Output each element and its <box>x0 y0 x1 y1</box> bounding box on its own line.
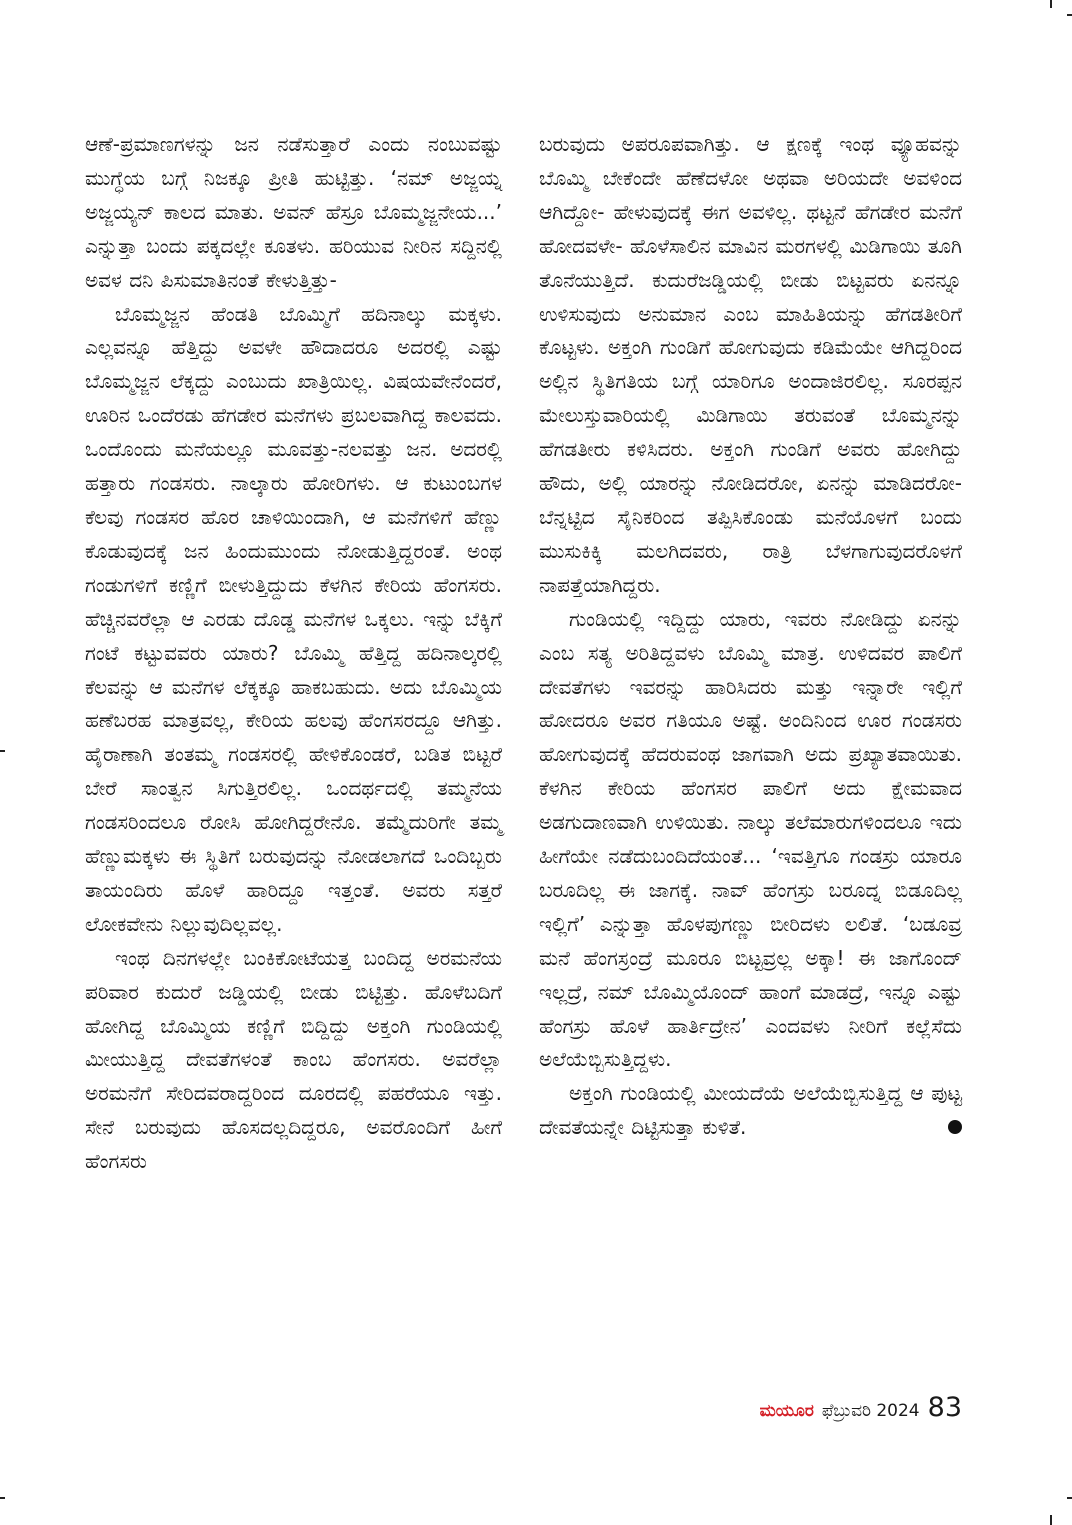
paragraph-final <box>539 1077 962 1145</box>
crop-mark-left-middle <box>0 750 5 752</box>
crop-mark-bottom-center <box>1050 1515 1052 1525</box>
crop-mark-top-left <box>1067 14 1072 16</box>
end-mark-icon <box>948 1120 962 1134</box>
crop-mark-bottom-left <box>0 1497 5 1499</box>
crop-mark-bottom-right <box>1067 1497 1072 1499</box>
paragraph: ಇಂಥ ದಿನಗಳಲ್ಲೇ ಬಂಕಿಕೋಟೆಯತ್ತ ಬಂದಿದ್ದ ಅರಮನೆಯ ಪರಿವಾರ ಕುದುರೆ ಜಡ್ಡಿಯಲ್ಲಿ ಬೀಡು ಬಿಟ್ಟಿತ್ತು. ಹೊಳೆಬದಿಗೆ ಹೋಗಿದ್ದ ಬೊಮ್ಮಿಯ ಕಣ್ಣಿಗೆ ಬಿದ್ದಿದ್ದು ಅಕ್ತಂಗಿ ಗುಂಡಿಯಲ್ಲಿ ಮೀಯುತ್ತಿದ್ದ ದೇವತೆಗಳಂತೆ ಕಾಂಬ ಹೆಂಗಸರು. ಅವರೆಲ್ಲಾ ಅರಮನೆಗೆ ಸೇರಿದವರಾದ್ದರಿಂದ ದೂರದಲ್ಲಿ ಪಹರೆಯೂ ಇತ್ತು. ಸೇನೆ ಬರುವುದು ಹೊಸದಲ್ಲದಿದ್ದರೂ, ಅವರೊಂದಿಗೆ ಹೀಗೆ ಹೆಂಗಸರು <box>85 945 502 1174</box>
paragraph-text: ಅಕ್ತಂಗಿ ಗುಂಡಿಯಲ್ಲಿ ಮೀಯದೆಯೆ ಅಲೆಯೆಬ್ಬಿಸುತ್ತಿದ್ದ ಆ ಪುಟ್ಟ ದೇವತೆಯನ್ನೇ ದಿಟ್ಟಿಸುತ್ತಾ ಕುಳಿತೆ. <box>539 1081 962 1140</box>
article-column-right <box>539 128 962 1145</box>
page-number: 83 <box>927 1392 962 1423</box>
page-footer <box>760 1392 962 1423</box>
paragraph: ಆಣೆ-ಪ್ರಮಾಣಗಳನ್ನು ಜನ ನಡೆಸುತ್ತಾರೆ ಎಂದು ನಂಬುವಷ್ಟು ಮುಗ್ಧೆಯ ಬಗ್ಗೆ ನಿಜಕ್ಕೂ ಪ್ರೀತಿ ಹುಟ್ಟಿತ್ತು. ‘ನಮ್ ಅಜ್ಜಯ್ನ ಅಜ್ಜಯ್ಯನ್ ಕಾಲದ ಮಾತು. ಅವನ್ ಹೆಸ್ರೂ ಬೊಮ್ಮಜ್ಜನೇಯ...’ ಎನ್ನುತ್ತಾ ಬಂದು ಪಕ್ಕದಲ್ಲೇ ಕೂತಳು. ಹರಿಯುವ ನೀರಿನ ಸದ್ದಿನಲ್ಲಿ ಅವಳ ದನಿ ಪಿಸುಮಾತಿನಂತೆ ಕೇಳುತ್ತಿತ್ತು- <box>85 132 502 292</box>
paragraph: ಬೊಮ್ಮಜ್ಜನ ಹೆಂಡತಿ ಬೊಮ್ಮಿಗೆ ಹದಿನಾಲ್ಕು ಮಕ್ಕಳು. ಎಲ್ಲವನ್ನೂ ಹೆತ್ತಿದ್ದು ಅವಳೇ ಹೌದಾದರೂ ಅದರಲ್ಲಿ ಎಷ್ಟು ಬೊಮ್ಮಜ್ಜನ ಲೆಕ್ಕದ್ದು ಎಂಬುದು ಖಾತ್ರಿಯಿಲ್ಲ. ವಿಷಯವೇನೆಂದರೆ, ಊರಿನ ಒಂದೆರಡು ಹೆಗಡೇರ ಮನೆಗಳು ಪ್ರಬಲವಾಗಿದ್ದ ಕಾಲವದು. ಒಂದೊಂದು ಮನೆಯಲ್ಲೂ ಮೂವತ್ತು-ನಲವತ್ತು ಜನ. ಅದರಲ್ಲಿ ಹತ್ತಾರು ಗಂಡಸರು. ನಾಲ್ಕಾರು ಹೋರಿಗಳು. ಆ ಕುಟುಂಬಗಳ ಕೆಲವು ಗಂಡಸರ ಹೊರ ಚಾಳಿಯಿಂದಾಗಿ, ಆ ಮನೆಗಳಿಗೆ ಹೆಣ್ಣು ಕೊಡುವುದಕ್ಕೆ ಜನ ಹಿಂದುಮುಂದು ನೋಡುತ್ತಿದ್ದರಂತೆ. ಅಂಥ ಗಂಡುಗಳಿಗೆ ಕಣ್ಣಿಗೆ ಬೀಳುತ್ತಿದ್ದುದು ಕೆಳಗಿನ ಕೇರಿಯ ಹೆಂಗಸರು. ಹೆಚ್ಚಿನವರೆಲ್ಲಾ ಆ ಎರಡು ದೊಡ್ಡ ಮನೆಗಳ ಒಕ್ಕಲು. ಇನ್ನು ಬೆಕ್ಕಿಗೆ ಗಂಟೆ ಕಟ್ಟುವವರು ಯಾರು? ಬೊಮ್ಮಿ ಹೆತ್ತಿದ್ದ ಹದಿನಾಲ್ಕರಲ್ಲಿ ಕೆಲವನ್ನು ಆ ಮನೆಗಳ ಲೆಕ್ಕಕ್ಕೂ ಹಾಕಬಹುದು. ಅದು ಬೊಮ್ಮಿಯ ಹಣೆಬರಹ ಮಾತ್ರವಲ್ಲ, ಕೇರಿಯ ಹಲವು ಹೆಂಗಸರದ್ದೂ ಆಗಿತ್ತು. ಹೈರಾಣಾಗಿ ತಂತಮ್ಮ ಗಂಡಸರಲ್ಲಿ ಹೇಳಿಕೊಂಡರೆ, ಬಡಿತ ಬಿಟ್ಟರೆ ಬೇರೆ ಸಾಂತ್ವನ ಸಿಗುತ್ತಿರಲಿಲ್ಲ. ಒಂದರ್ಥದಲ್ಲಿ ತಮ್ಮನೆಯ ಗಂಡಸರಿಂದಲೂ ರೋಸಿ ಹೋಗಿದ್ದರೇನೊ. ತಮ್ಮೆದುರಿಗೇ ತಮ್ಮ ಹೆಣ್ಣುಮಕ್ಕಳು ಈ ಸ್ಥಿತಿಗೆ ಬರುವುದನ್ನು ನೋಡಲಾಗದೆ ಒಂದಿಬ್ಬರು ತಾಯಂದಿರು ಹೊಳೆ ಹಾರಿದ್ದೂ ಇತ್ತಂತೆ. ಅವರು ಸತ್ತರೆ ಲೋಕವೇನು ನಿಲ್ಲುವುದಿಲ್ಲವಲ್ಲ. <box>85 301 502 936</box>
crop-mark-top-right <box>1050 0 1052 8</box>
paragraph: ಗುಂಡಿಯಲ್ಲಿ ಇದ್ದಿದ್ದು ಯಾರು, ಇವರು ನೋಡಿದ್ದು ಏನನ್ನು ಎಂಬ ಸತ್ಯ ಅರಿತಿದ್ದವಳು ಬೊಮ್ಮಿ ಮಾತ್ರ. ಉಳಿದವರ ಪಾಲಿಗೆ ದೇವತೆಗಳು ಇವರನ್ನು ಹಾರಿಸಿದರು ಮತ್ತು ಇನ್ನಾರೇ ಇಲ್ಲಿಗೆ ಹೋದರೂ ಅವರ ಗತಿಯೂ ಅಷ್ಟೆ. ಅಂದಿನಿಂದ ಊರ ಗಂಡಸರು ಹೋಗುವುದಕ್ಕೆ ಹೆದರುವಂಥ ಜಾಗವಾಗಿ ಅದು ಪ್ರಖ್ಯಾತವಾಯಿತು. ಕೆಳಗಿನ ಕೇರಿಯ ಹೆಂಗಸರ ಪಾಲಿಗೆ ಅದು ಕ್ಷೇಮವಾದ ಅಡಗುದಾಣವಾಗಿ ಉಳಿಯಿತು. ನಾಲ್ಕು ತಲೆಮಾರುಗಳಿಂದಲೂ ಇದು ಹೀಗೆಯೇ ನಡೆದುಬಂದಿದೆಯಂತೆ... ‘ಇವತ್ತಿಗೂ ಗಂಡಸ್ರು ಯಾರೂ ಬರೂದಿಲ್ಲ ಈ ಜಾಗಕ್ಕೆ. ನಾವ್ ಹೆಂಗಸ್ರು ಬರೂದ್ನ ಬಿಡೂದಿಲ್ಲ ಇಲ್ಲಿಗೆ’ ಎನ್ನುತ್ತಾ ಹೊಳಪುಗಣ್ಣು ಬೀರಿದಳು ಲಲಿತೆ. ‘ಬಡೂವ್ರ ಮನೆ ಹೆಂಗಸ್ರಂದ್ರೆ ಮೂರೂ ಬಿಟ್ಟವ್ರಲ್ಲ ಅಕ್ಕಾ! ಈ ಜಾಗೊಂದ್ ಇಲ್ಲದ್ರೆ, ನಮ್ ಬೊಮ್ಮಿಯೊಂದ್ ಹಾಂಗೆ ಮಾಡದ್ರೆ, ಇನ್ನೂ ಎಷ್ಟು ಹೆಂಗಸ್ರು ಹೊಳೆ ಹಾರ್ತಿದ್ರೇನ’ ಎಂದವಳು ನೀರಿಗೆ ಕಲ್ಲೆಸೆದು ಅಲೆಯೆಬ್ಬಿಸುತ್ತಿದ್ದಳು. <box>539 606 962 1072</box>
magazine-brand: ಮಯೂರ <box>759 1401 814 1421</box>
article-column-left <box>85 128 502 1179</box>
issue-date: ಫೆಬ್ರುವರಿ 2024 <box>821 1401 920 1421</box>
paragraph: ಬರುವುದು ಅಪರೂಪವಾಗಿತ್ತು. ಆ ಕ್ಷಣಕ್ಕೆ ಇಂಥ ವ್ಯೂಹವನ್ನು ಬೊಮ್ಮಿ ಬೇಕೆಂದೇ ಹೆಣೆದಳೋ ಅಥವಾ ಅರಿಯದೇ ಅವಳಿಂದ ಆಗಿದ್ದೋ- ಹೇಳುವುದಕ್ಕೆ ಈಗ ಅವಳಿಲ್ಲ. ಥಟ್ಟನೆ ಹೆಗಡೇರ ಮನೆಗೆ ಹೋದವಳೇ- ಹೊಳೆಸಾಲಿನ ಮಾವಿನ ಮರಗಳಲ್ಲಿ ಮಿಡಿಗಾಯಿ ತೂಗಿ ತೊನೆಯುತ್ತಿದೆ. ಕುದುರೆಜಡ್ಡಿಯಲ್ಲಿ ಬೀಡು ಬಿಟ್ಟವರು ಏನನ್ನೂ ಉಳಿಸುವುದು ಅನುಮಾನ ಎಂಬ ಮಾಹಿತಿಯನ್ನು ಹೆಗಡತೀರಿಗೆ ಕೊಟ್ಟಳು. ಅಕ್ತಂಗಿ ಗುಂಡಿಗೆ ಹೋಗುವುದು ಕಡಿಮೆಯೇ ಆಗಿದ್ದರಿಂದ ಅಲ್ಲಿನ ಸ್ಥಿತಿಗತಿಯ ಬಗ್ಗೆ ಯಾರಿಗೂ ಅಂದಾಜಿರಲಿಲ್ಲ. ಸೂರಪ್ಪನ ಮೇಲುಸ್ತುವಾರಿಯಲ್ಲಿ ಮಿಡಿಗಾಯಿ ತರುವಂತೆ ಬೊಮ್ಮನನ್ನು ಹೆಗಡತೀರು ಕಳಿಸಿದರು. ಅಕ್ತಂಗಿ ಗುಂಡಿಗೆ ಅವರು ಹೋಗಿದ್ದು ಹೌದು, ಅಲ್ಲಿ ಯಾರನ್ನು ನೋಡಿದರೋ, ಏನನ್ನು ಮಾಡಿದರೋ- ಬೆನ್ನಟ್ಟಿದ ಸೈನಿಕರಿಂದ ತಪ್ಪಿಸಿಕೊಂಡು ಮನೆಯೊಳಗೆ ಬಂದು ಮುಸುಕಿಕ್ಕಿ ಮಲಗಿದವರು, ರಾತ್ರಿ ಬೆಳಗಾಗುವುದರೊಳಗೆ ನಾಪತ್ತೆಯಾಗಿದ್ದರು. <box>539 132 962 597</box>
